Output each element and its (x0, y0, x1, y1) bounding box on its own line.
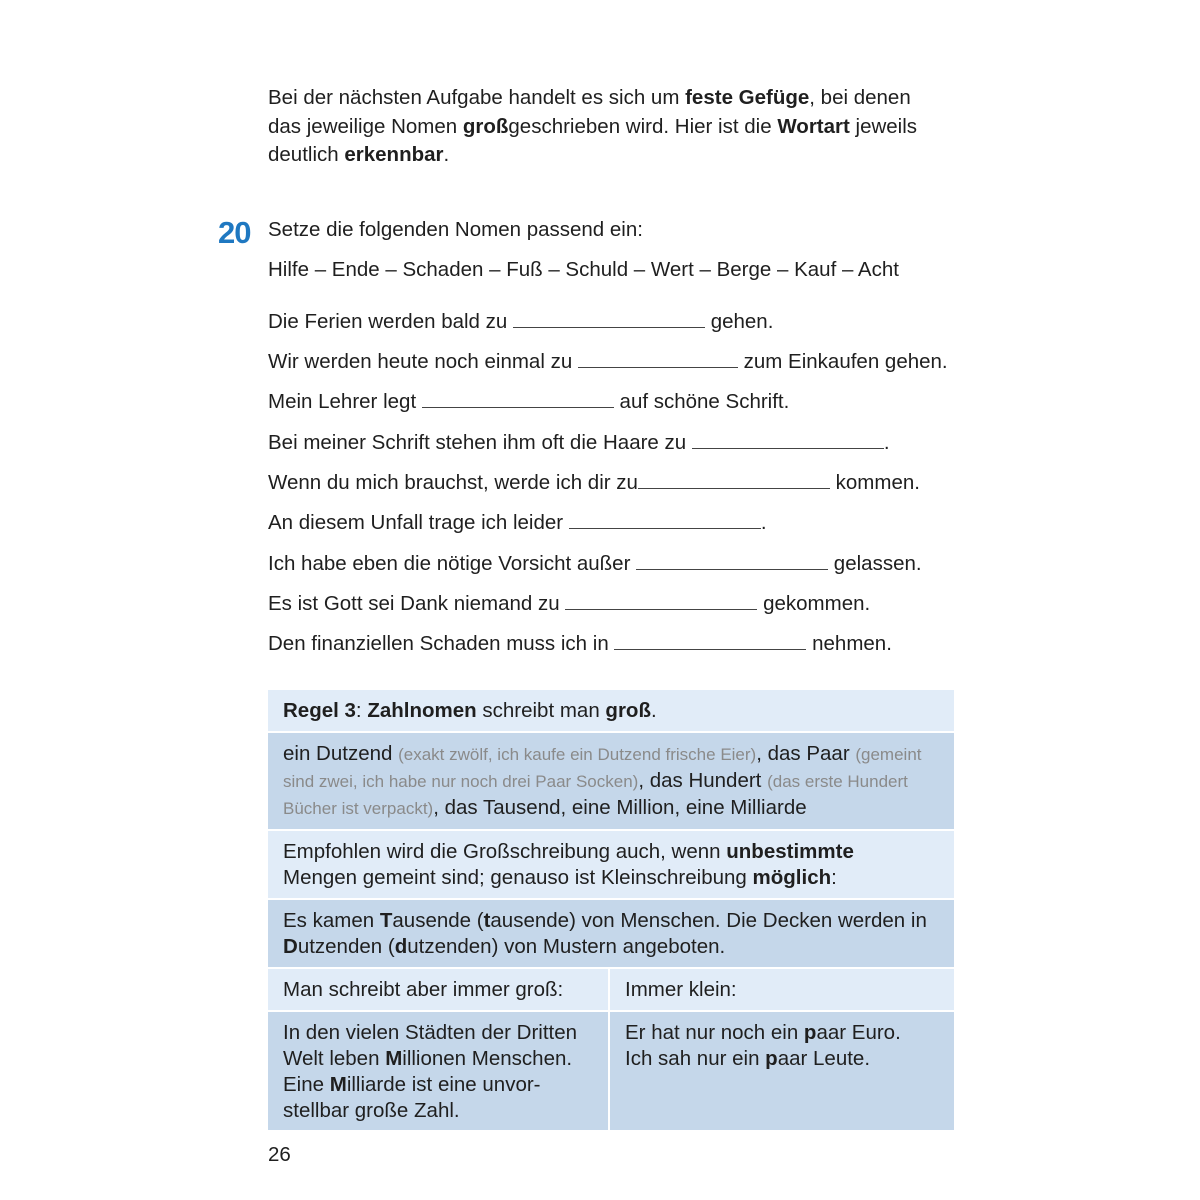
rule-keyword: möglich (752, 866, 832, 889)
emphasis-letter: M (329, 1073, 347, 1096)
sentence-text: Die Ferien werden bald zu (268, 310, 513, 333)
rule-examples (268, 733, 954, 831)
example-note: (exakt zwölf, ich kaufe ein Dutzend frische Eier) (398, 745, 757, 764)
rule-box (268, 690, 954, 1130)
intro-text: , bei denen (809, 86, 911, 109)
page-number: 26 (268, 1143, 291, 1166)
fill-blank[interactable] (513, 307, 705, 328)
sentence-1 (268, 307, 773, 336)
example-note: sind zwei, ich habe nur noch drei Paar Socken) (283, 772, 639, 791)
example-text: aar Euro. (816, 1021, 901, 1044)
rule-keyword: Zahlnomen (367, 699, 477, 722)
intro-text: das jeweilige Nomen (268, 114, 463, 138)
column-header-always-capital: Man schreibt aber immer groß: (268, 969, 610, 1010)
sentence-7 (268, 549, 922, 578)
example-text: utzenden) von Mustern angeboten. (407, 935, 726, 958)
sentence-text: gekommen. (757, 592, 871, 615)
example-text: , das Hundert (638, 769, 768, 792)
emphasis-letter: T (379, 909, 393, 932)
fill-blank[interactable] (638, 468, 830, 489)
emphasis-letter: M (385, 1047, 403, 1070)
example-text: Welt leben (283, 1047, 386, 1070)
example-text: , das Paar (756, 742, 856, 765)
intro-text: geschrieben wird. Hier ist die (508, 114, 778, 138)
sentence-text: gelassen. (828, 552, 922, 575)
sentence-text: An diesem Unfall trage ich leider (268, 511, 569, 534)
emphasis-letter: d (394, 935, 408, 958)
example-note: (das erste Hundert (767, 772, 908, 791)
sentence-text: auf schöne Schrift. (613, 390, 790, 413)
intro-bold: erkennbar (344, 143, 444, 166)
sentence-2 (268, 347, 948, 376)
intro-text: deutlich (268, 143, 345, 166)
emphasis-letter: p (765, 1047, 778, 1070)
example-text: stellbar große Zahl. (283, 1099, 460, 1122)
sentence-text: . (883, 431, 890, 454)
task-instruction: Setze die folgenden Nomen passend ein: (268, 218, 643, 241)
sentence-text: Den finanziellen Schaden muss ich in (268, 632, 615, 655)
intro-bold: feste Gefüge (685, 86, 810, 109)
sentence-8 (268, 589, 870, 618)
sentence-text: Wenn du mich brauchst, werde ich dir zu (268, 471, 638, 494)
word-list: Hilfe – Ende – Schaden – Fuß – Schuld – Wert – Berge – Kauf – Acht (268, 258, 899, 281)
column-header-always-lowercase: Immer klein: (625, 978, 737, 1001)
sentence-4 (268, 428, 890, 457)
sentence-text: nehmen. (806, 632, 892, 655)
emphasis-letter: D (283, 935, 298, 958)
rule-text: : (355, 699, 368, 722)
emphasis-letter: t (483, 909, 491, 932)
sentence-text: Wir werden heute noch einmal zu (268, 350, 578, 373)
fill-blank[interactable] (636, 549, 828, 570)
intro-text: jeweils (849, 114, 918, 138)
example-text: utzenden ( (297, 935, 395, 958)
sentence-text: Mein Lehrer legt (268, 390, 422, 413)
fill-blank[interactable] (422, 387, 614, 408)
fill-blank[interactable] (578, 347, 738, 368)
example-text: , das Tausend, eine Million, eine Milliarde (433, 796, 807, 819)
sentence-text: Bei meiner Schrift stehen ihm oft die Haare zu (268, 431, 692, 454)
example-text: Eine (283, 1073, 330, 1096)
example-text: Ich sah nur ein (625, 1047, 766, 1070)
rule-example-sentence (268, 900, 954, 969)
example-text: Es kamen (283, 909, 380, 932)
intro-text: Bei der nächsten Aufgabe handelt es sich um (268, 86, 686, 109)
rule-keyword: groß (605, 699, 651, 722)
rule-keyword: unbestimmte (726, 840, 854, 863)
rule-columns-header (268, 969, 954, 1012)
sentence-5 (268, 468, 920, 497)
example-text: ausende) von Menschen. Die Decken werden in (490, 909, 927, 932)
example-note: Bücher ist verpackt) (283, 799, 434, 818)
fill-blank[interactable] (692, 428, 884, 449)
sentence-text: zum Einkaufen gehen. (737, 350, 948, 373)
sentence-text: kommen. (829, 471, 920, 494)
intro-bold: Wortart (777, 114, 850, 138)
sentence-9 (268, 629, 892, 658)
rule-recommendation (268, 831, 954, 900)
intro-bold: groß (462, 114, 509, 138)
rule-columns-body (268, 1012, 954, 1130)
fill-blank[interactable] (569, 508, 761, 529)
fill-blank[interactable] (614, 629, 806, 650)
rule-label: Regel 3 (283, 699, 356, 722)
rule-text: : (831, 866, 837, 889)
intro-text: . (443, 143, 450, 166)
sentence-text: . (760, 511, 767, 534)
rule-text: schreibt man (476, 699, 606, 722)
column-always-lowercase (610, 1012, 954, 1130)
sentence-text: gehen. (705, 310, 774, 333)
fill-blank[interactable] (565, 589, 757, 610)
example-text: illionen Menschen. (402, 1047, 573, 1070)
example-text: illiarde ist eine unvor- (346, 1073, 541, 1096)
rule-text: Empfohlen wird die Großschreibung auch, wenn (283, 840, 727, 863)
sentence-text: Ich habe eben die nötige Vorsicht außer (268, 552, 637, 575)
example-text: ausende ( (392, 909, 484, 932)
emphasis-letter: p (803, 1021, 817, 1044)
example-text: In den vielen Städten der Dritten (283, 1021, 578, 1044)
example-text: Er hat nur noch ein (625, 1021, 804, 1044)
sentence-3 (268, 387, 789, 416)
intro-paragraph (268, 84, 958, 170)
example-note: (gemeint (855, 745, 922, 764)
sentence-text: Es ist Gott sei Dank niemand zu (268, 592, 566, 615)
rule-title (268, 690, 954, 733)
rule-text: Mengen gemeint sind; genauso ist Kleinschreibung (283, 866, 753, 889)
sentence-6 (268, 508, 767, 537)
example-text: ein Dutzend (283, 742, 399, 765)
example-text: aar Leute. (777, 1047, 871, 1070)
rule-text: . (650, 699, 657, 722)
column-always-capital (268, 1012, 610, 1130)
task-number: 20 (218, 215, 251, 250)
